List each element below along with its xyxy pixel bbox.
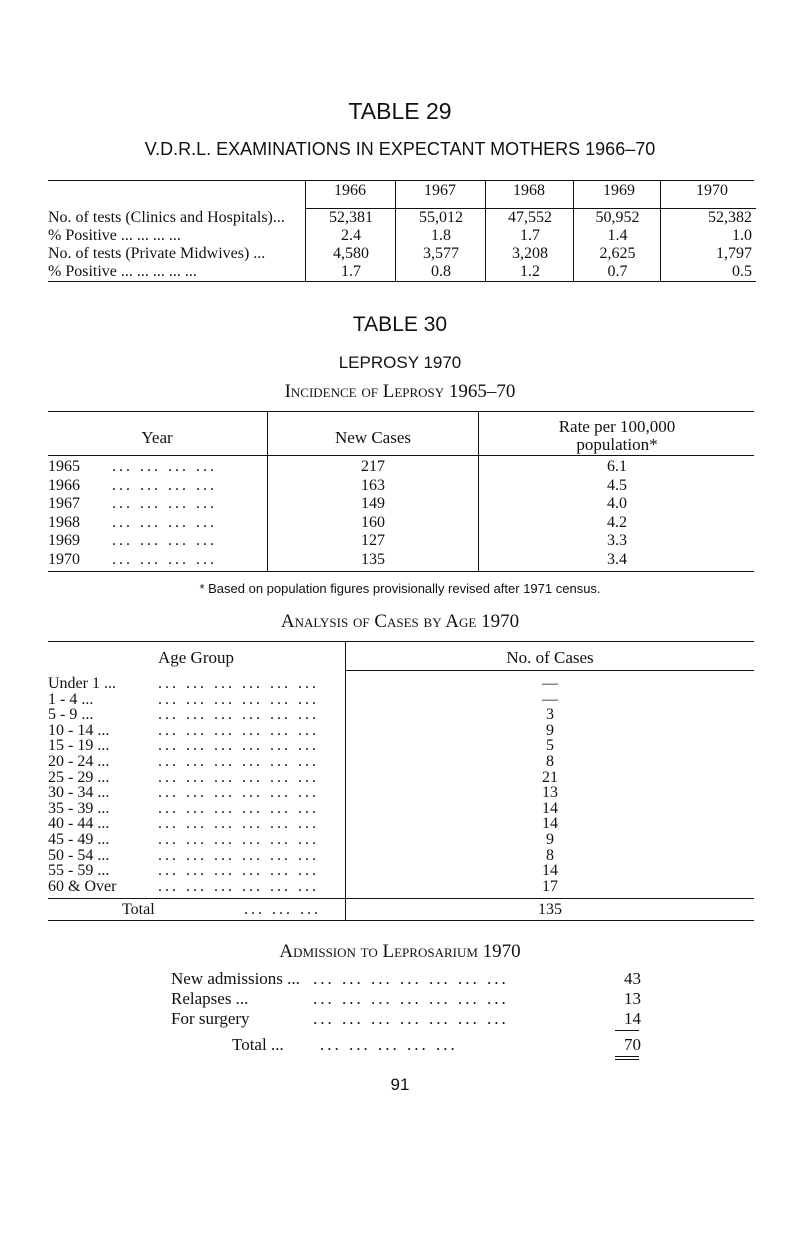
- leader-dots: ... ... ... ... ... ... ...: [313, 989, 509, 1008]
- table30-subtitle: LEPROSY 1970: [338, 353, 462, 372]
- age-cases: 9: [546, 721, 554, 739]
- incidence-cases: 135: [361, 550, 385, 568]
- age-group: 1 - 4 ...: [48, 690, 94, 708]
- leader-dots: ... ... ... ...: [112, 532, 217, 549]
- table-row: [48, 514, 754, 533]
- table-cell: 3,577: [423, 245, 459, 262]
- table-cell: 1.7: [520, 227, 540, 244]
- leader-dots: ... ... ... ... ... ...: [158, 752, 319, 770]
- table-row: [48, 245, 760, 263]
- age-header-cases: No. of Cases: [506, 648, 594, 667]
- incidence-header-cases: New Cases: [334, 428, 411, 447]
- age-cases: 13: [542, 784, 558, 802]
- table-cell: 1.0: [732, 227, 752, 244]
- leader-dots: ... ... ... ... ... ...: [158, 830, 319, 848]
- table-cell: 50,952: [595, 209, 640, 226]
- incidence-cases: 217: [361, 458, 385, 475]
- t29-year-1969: 1969: [603, 182, 635, 199]
- incidence-cases: 127: [361, 532, 385, 549]
- age-cases: 3: [546, 706, 554, 724]
- age-group: 35 - 39 ...: [48, 799, 110, 817]
- admission-label: New admissions ...: [171, 969, 300, 988]
- incidence-year: 1970: [48, 550, 80, 568]
- table-cell: 1.4: [607, 227, 628, 244]
- incidence-year: 1966: [48, 476, 80, 494]
- leader-dots: ... ... ... ...: [112, 550, 217, 568]
- age-cases: 9: [546, 830, 554, 848]
- age-cases: —: [542, 690, 558, 708]
- table-cell: 1.2: [520, 263, 540, 280]
- age-group: 40 - 44 ...: [48, 815, 110, 833]
- leader-dots: ... ... ... ... ... ...: [158, 768, 319, 786]
- table29-body: [48, 209, 760, 281]
- incidence-cases: 163: [361, 476, 385, 494]
- leader-dots: ... ... ... ... ... ...: [158, 737, 319, 755]
- table-cell: 52,381: [329, 209, 373, 226]
- admission-total-rule: [615, 1059, 639, 1060]
- age-cases: 8: [546, 752, 554, 770]
- table29-top-rule: [48, 180, 754, 181]
- t29-year-1966: 1966: [334, 182, 366, 199]
- incidence-rate: 6.1: [607, 458, 627, 475]
- leader-dots: ... ... ... ... ... ...: [158, 706, 319, 724]
- table-row: [48, 832, 754, 848]
- table-cell: 52,382: [708, 209, 752, 226]
- age-cases: 8: [546, 846, 554, 864]
- table-row: [48, 723, 754, 739]
- leader-dots: ... ... ... ... ... ...: [158, 846, 319, 864]
- t29-row-label: % Positive ... ... ... ... ...: [48, 263, 197, 280]
- table-row: [48, 879, 754, 895]
- age-group: 15 - 19 ...: [48, 737, 110, 755]
- leader-dots: ... ... ... ... ... ...: [158, 721, 319, 739]
- table-row: [48, 532, 754, 551]
- leader-dots: ... ... ... ...: [112, 513, 217, 531]
- leader-dots: ... ... ... ... ... ...: [158, 815, 319, 833]
- age-group: 5 - 9 ...: [48, 706, 94, 724]
- table-row: [48, 738, 754, 754]
- age-heading: Analysis of Cases by Age 1970: [280, 611, 520, 632]
- age-group: 55 - 59 ...: [48, 862, 110, 880]
- age-group: 20 - 24 ...: [48, 752, 110, 770]
- table-row: [48, 477, 754, 496]
- admission-label: Relapses ...: [171, 989, 249, 1008]
- admission-sum-rule: [615, 1030, 639, 1031]
- table29-subtitle: V.D.R.L. EXAMINATIONS IN EXPECTANT MOTHERS 1966–70: [144, 139, 656, 159]
- age-top-rule: [48, 641, 754, 642]
- table-cell: 55,012: [419, 209, 463, 226]
- incidence-bottom-rule: [48, 571, 754, 572]
- table-cell: 0.5: [732, 263, 752, 280]
- age-total-rule: [48, 898, 754, 899]
- leader-dots: ... ... ... ...: [112, 495, 217, 512]
- age-cases: 17: [542, 877, 558, 895]
- table-cell: 4,580: [333, 245, 369, 262]
- table30-title: TABLE 30: [352, 313, 448, 336]
- list-item: [171, 989, 641, 1009]
- incidence-top-rule: [48, 411, 754, 412]
- incidence-header-population: population*: [576, 435, 658, 454]
- admission-total-label: Total ...: [232, 1035, 284, 1054]
- table-cell: 0.8: [431, 263, 451, 280]
- incidence-rate: 4.5: [607, 476, 627, 494]
- admission-value: 14: [624, 1009, 641, 1028]
- incidence-rate: 3.3: [607, 532, 627, 549]
- table-row: [48, 263, 760, 281]
- leader-dots: ... ... ... ... ... ... ...: [313, 1009, 509, 1028]
- t29-year-1970: 1970: [696, 182, 728, 199]
- table-cell: 1.7: [341, 263, 361, 280]
- age-group: 45 - 49 ...: [48, 830, 110, 848]
- leader-dots: ... ... ...: [244, 901, 321, 918]
- incidence-rate: 4.0: [607, 495, 627, 512]
- footnote: * Based on population figures provisionally revised after 1971 census.: [199, 581, 601, 596]
- age-total-label: Total: [122, 901, 155, 918]
- age-group: 30 - 34 ...: [48, 784, 110, 802]
- incidence-header-rule: [48, 455, 754, 456]
- table-cell: 2.4: [341, 227, 361, 244]
- age-cases: 14: [542, 862, 558, 880]
- leader-dots: ... ... ... ... ... ...: [158, 877, 319, 895]
- age-cases: —: [542, 675, 558, 692]
- leader-dots: ... ... ... ... ... ...: [158, 862, 319, 880]
- t29-row-label: No. of tests (Clinics and Hospitals)...: [48, 209, 285, 226]
- table-cell: 1.8: [431, 227, 451, 244]
- age-header-group: Age Group: [157, 648, 234, 667]
- leader-dots: ... ... ... ... ... ...: [158, 784, 319, 802]
- leader-dots: ... ... ... ... ... ...: [158, 799, 319, 817]
- table-cell: 2,625: [599, 245, 636, 262]
- age-body: [48, 676, 754, 894]
- incidence-year: 1965: [48, 458, 80, 475]
- table-row: [48, 227, 760, 245]
- table-cell: 0.7: [607, 263, 628, 280]
- table-row: [48, 848, 754, 864]
- age-group: 50 - 54 ...: [48, 846, 110, 864]
- admission-body: [171, 969, 641, 1029]
- table-row: [48, 816, 754, 832]
- incidence-year: 1969: [48, 532, 80, 549]
- t29-year-1967: 1967: [424, 182, 456, 199]
- leader-dots: ... ... ... ... ... ...: [158, 690, 319, 708]
- table-row: [48, 801, 754, 817]
- admission-heading: Admission to Leprosarium 1970: [279, 941, 521, 962]
- age-total-value: 135: [538, 901, 562, 918]
- age-cases: 14: [542, 799, 558, 817]
- table-cell: 3,208: [512, 245, 548, 262]
- list-item: [171, 1009, 641, 1029]
- admission-label: For surgery: [171, 1009, 250, 1028]
- admission-total-value: 70: [624, 1035, 641, 1054]
- table-row: [48, 458, 754, 477]
- table-row: [48, 707, 754, 723]
- t29-row-label: % Positive ... ... ... ...: [48, 227, 181, 244]
- age-group: 25 - 29 ...: [48, 768, 110, 786]
- t29-row-label: No. of tests (Private Midwives) ...: [48, 245, 266, 262]
- table-row: [48, 863, 754, 879]
- leader-dots: ... ... ... ...: [112, 458, 217, 475]
- table-cell: 1,797: [716, 245, 752, 262]
- admission-total-rule: [615, 1056, 639, 1057]
- leader-dots: ... ... ... ... ...: [320, 1035, 458, 1054]
- incidence-heading: Incidence of Leprosy 1965–70: [284, 381, 516, 402]
- table29-title: TABLE 29: [348, 98, 452, 124]
- table-row: [48, 676, 754, 692]
- table-row: [48, 770, 754, 786]
- leader-dots: ... ... ... ... ... ... ...: [313, 969, 509, 988]
- age-cases: 5: [546, 737, 554, 755]
- table-row: [48, 754, 754, 770]
- age-group: 10 - 14 ...: [48, 721, 110, 739]
- page-number: 91: [390, 1075, 410, 1094]
- incidence-year: 1967: [48, 495, 80, 512]
- table-row: [48, 785, 754, 801]
- age-cases: 14: [542, 815, 558, 833]
- admission-value: 13: [624, 989, 641, 1008]
- t29-year-1968: 1968: [513, 182, 545, 199]
- table-row: [48, 209, 760, 227]
- incidence-rate: 4.2: [607, 513, 627, 531]
- age-cases: 21: [542, 768, 558, 786]
- incidence-body: [48, 458, 754, 569]
- incidence-rate: 3.4: [607, 550, 627, 568]
- incidence-cases: 160: [361, 513, 385, 531]
- age-bottom-rule: [48, 920, 754, 921]
- age-group: Under 1 ...: [48, 675, 116, 692]
- incidence-header-year: Year: [141, 428, 173, 447]
- age-group: 60 & Over: [48, 877, 117, 895]
- incidence-cases: 149: [361, 495, 385, 512]
- incidence-year: 1968: [48, 513, 80, 531]
- leader-dots: ... ... ... ...: [112, 476, 217, 494]
- table-cell: 47,552: [508, 209, 552, 226]
- table-row: [48, 551, 754, 570]
- table29-bottom-rule: [48, 281, 756, 282]
- list-item: [171, 969, 641, 989]
- table-row: [48, 495, 754, 514]
- incidence-header-rate: Rate per 100,000: [558, 417, 676, 436]
- age-header-rule: [346, 670, 754, 671]
- admission-value: 43: [624, 969, 641, 988]
- table-row: [48, 692, 754, 708]
- leader-dots: ... ... ... ... ... ...: [158, 675, 319, 692]
